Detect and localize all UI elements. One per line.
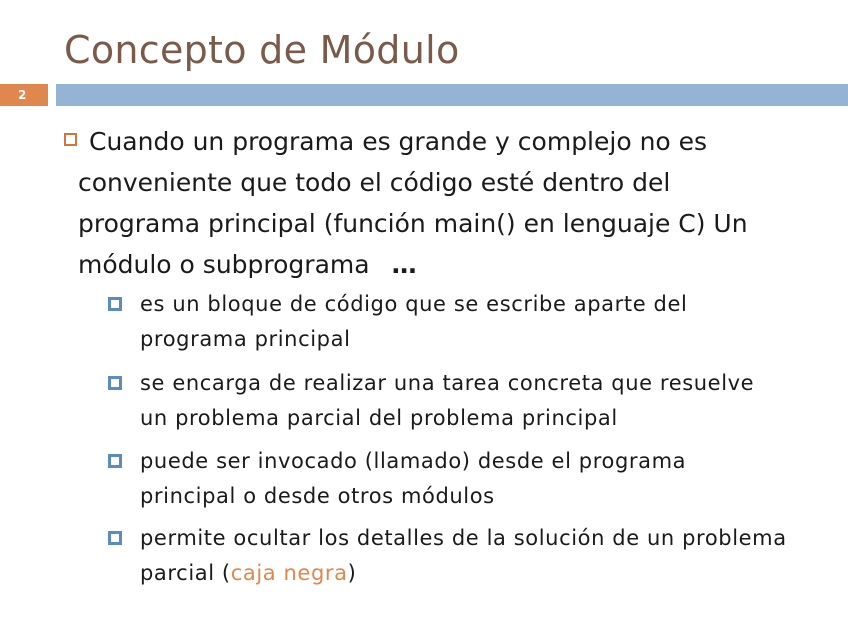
square-bullet-icon — [108, 531, 122, 545]
sub-bullet-1-line-1: es un bloque de código que se escribe aparte del — [140, 292, 688, 316]
sub-bullet-1-line-2: programa principal — [140, 327, 351, 351]
slide-title: Concepto de Módulo — [64, 28, 460, 72]
main-bullet-line-4 — [64, 244, 824, 285]
ellipsis: … — [391, 250, 419, 279]
slide-number: 2 — [0, 84, 48, 106]
header-bar — [56, 84, 848, 106]
square-bullet-icon — [64, 133, 77, 146]
sub-bullet-2-line-1: se encarga de realizar una tarea concreta que resuelve — [140, 371, 755, 395]
sub-bullet-2 — [108, 366, 828, 436]
sub-bullet-3 — [108, 444, 828, 514]
main-bullet — [64, 121, 824, 285]
sub-bullet-4-line-1: permite ocultar los detalles de la solución de un problema — [140, 526, 787, 550]
sub-bullet-4-pre: parcial ( — [140, 561, 231, 585]
sub-bullet-1 — [108, 287, 828, 357]
sub-bullet-4 — [108, 521, 828, 591]
sub-bullet-4-line-2 — [108, 556, 828, 591]
square-bullet-icon — [108, 297, 122, 311]
sub-bullet-2-line-2: un problema parcial del problema principal — [140, 406, 618, 430]
caja-negra-highlight: caja negra — [230, 561, 348, 585]
main-bullet-text-1: Cuando un programa es grande y complejo no es — [89, 127, 708, 156]
main-bullet-line-2: conveniente que todo el código esté dentro del — [78, 168, 671, 197]
sub-bullet-3-line-2: principal o desde otros módulos — [140, 484, 495, 508]
square-bullet-icon — [108, 454, 122, 468]
main-bullet-text-4: módulo o subprograma — [78, 250, 370, 279]
sub-bullet-3-line-1: puede ser invocado (llamado) desde el programa — [140, 449, 687, 473]
main-bullet-line-3: programa principal (función main() en lenguaje C) Un — [78, 209, 748, 238]
sub-bullet-4-post: ) — [347, 561, 357, 585]
square-bullet-icon — [108, 376, 122, 390]
main-bullet-line-1 — [64, 121, 824, 162]
